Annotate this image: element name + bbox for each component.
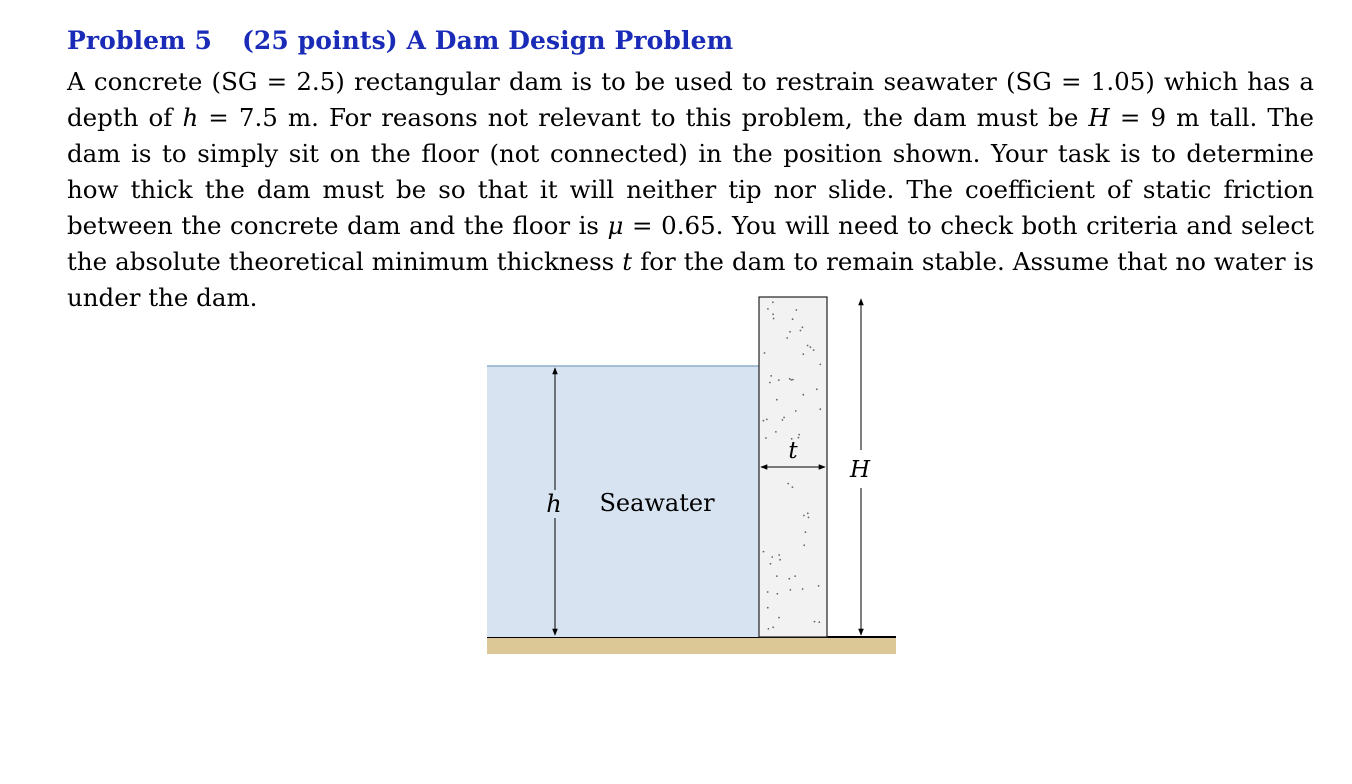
- speckle: [819, 408, 821, 410]
- speckle: [814, 621, 816, 623]
- statement-text: A concrete (SG = 2.5) rectangular dam is to be used to restrain seawater (SG = 1.05) which has a depth of: [67, 67, 1314, 132]
- speckle: [776, 399, 778, 401]
- speckle: [803, 515, 805, 517]
- speckle: [795, 309, 797, 311]
- speckle: [779, 559, 781, 561]
- speckle: [764, 352, 766, 354]
- speckle: [771, 556, 773, 558]
- speckle: [813, 349, 815, 351]
- speckle: [798, 437, 800, 439]
- speckle: [775, 431, 777, 433]
- math-symbol: t: [622, 247, 633, 276]
- statement-text: = 0.65. You will need to check both criteria and select the absolute theoretical minimum thickness: [67, 211, 1315, 276]
- speckle: [783, 417, 785, 419]
- problem-heading: [67, 26, 733, 55]
- speckle: [802, 588, 804, 590]
- speckle: [766, 419, 768, 421]
- speckle: [802, 326, 804, 328]
- speckle: [816, 388, 818, 390]
- t-label: t: [788, 438, 798, 464]
- speckle: [776, 593, 778, 595]
- dam-figure: [480, 290, 910, 660]
- speckle: [772, 313, 774, 315]
- problem-title: (25 points) A Dam Design Problem: [241, 26, 734, 55]
- speckle: [792, 379, 794, 381]
- problem-number: Problem 5: [67, 26, 212, 55]
- speckle: [790, 589, 792, 591]
- seawater-label: Seawater: [599, 489, 715, 517]
- speckle: [808, 517, 810, 519]
- speckle: [786, 337, 788, 339]
- ground-strip: [487, 637, 896, 654]
- speckle: [768, 628, 770, 630]
- speckle: [767, 591, 769, 593]
- speckle: [776, 575, 778, 577]
- math-symbol: h: [182, 103, 199, 132]
- speckle: [792, 486, 794, 488]
- statement-text: for the dam to remain stable. Assume that no water is under the dam.: [67, 247, 1314, 312]
- speckle: [763, 551, 765, 553]
- speckle: [800, 330, 802, 332]
- speckle: [763, 420, 765, 422]
- speckle: [818, 585, 820, 587]
- speckle: [770, 563, 772, 565]
- h-label: h: [546, 490, 562, 518]
- speckle: [787, 483, 789, 485]
- math-symbol: μ: [607, 211, 624, 240]
- speckle: [773, 318, 775, 320]
- speckle: [769, 382, 771, 384]
- speckle: [778, 379, 780, 381]
- speckle: [778, 554, 780, 556]
- speckle: [798, 434, 800, 436]
- speckle: [807, 512, 809, 514]
- speckle: [792, 318, 794, 320]
- speckle: [772, 301, 774, 303]
- speckle: [767, 607, 769, 609]
- speckle: [782, 419, 784, 421]
- speckle: [767, 308, 769, 310]
- speckle: [789, 331, 791, 333]
- speckle: [772, 626, 774, 628]
- speckle: [770, 375, 772, 377]
- speckle: [790, 379, 792, 381]
- speckle: [778, 617, 780, 619]
- speckle: [794, 575, 796, 577]
- speckle: [802, 353, 804, 355]
- problem-statement: [67, 64, 1314, 316]
- speckle: [810, 346, 812, 348]
- statement-text: = 7.5 m. For reasons not relevant to this problem, the dam must be: [198, 103, 1089, 132]
- speckle: [795, 410, 797, 412]
- speckle: [789, 378, 791, 380]
- statement-text: = 9 m tall. The dam is to simply sit on the floor (not connected) in the position shown. Your task is to determine how thick the dam must be so that it will neither tip nor slide. The coefficient of static friction between the concrete dam and the floor is: [67, 103, 1314, 240]
- speckle: [819, 364, 821, 366]
- speckle: [807, 345, 809, 347]
- speckle: [803, 544, 805, 546]
- H-label: H: [849, 457, 871, 483]
- speckle: [788, 578, 790, 580]
- speckle: [765, 437, 767, 439]
- speckle: [818, 621, 820, 623]
- math-symbol: H: [1088, 103, 1110, 132]
- speckle: [802, 394, 804, 396]
- speckle: [805, 531, 807, 533]
